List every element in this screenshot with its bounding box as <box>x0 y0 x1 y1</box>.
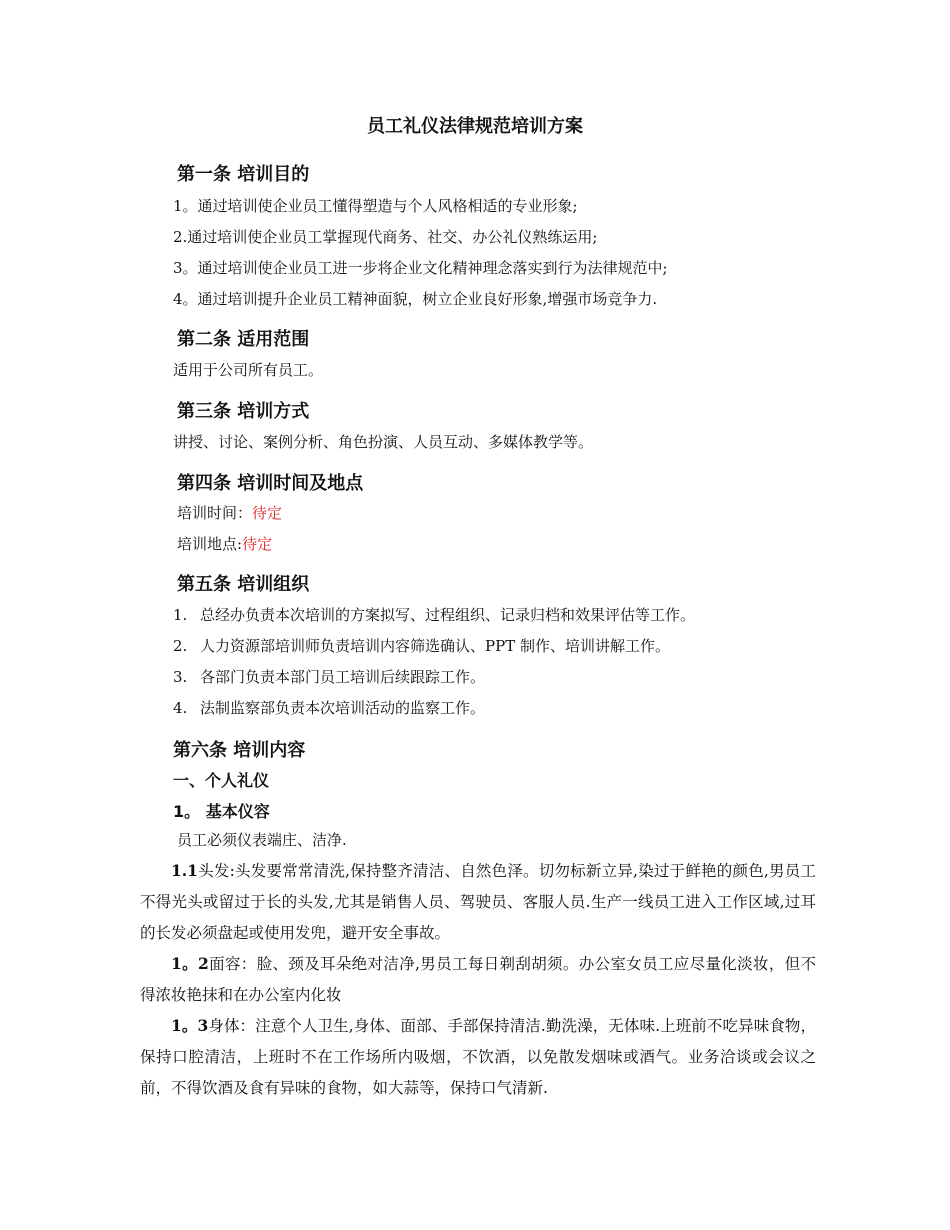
document-title: 员工礼仪法律规范培训方案 <box>367 116 583 137</box>
training-place-label: 培训地点: <box>177 535 243 553</box>
section-6-subsubheading: 1。 基本仪容 <box>173 802 270 821</box>
paragraph-body <box>140 1010 816 1104</box>
paragraph-text: 面容：脸、颈及耳朵绝对洁净,男员工每日剃刮胡须。办公室女员工应尽量化淡妆，但不得浓妆艳抹和在办公室内化妆 <box>140 955 816 1004</box>
paragraph-text: 头发:头发要常常清洗,保持整齐清洁、自然色泽。切勿标新立异,染过于鲜艳的颜色,男员工不得光头或留过于长的头发,尤其是销售人员、驾驶员、客服人员.生产一线员工进入工作区域,过耳的长发必须盘起或使用发兜，避开安全事故。 <box>140 862 816 942</box>
section-2-heading: 第二条 适用范围 <box>177 329 310 350</box>
paragraph-text: 身体：注意个人卫生,身体、面部、手部保持清洁.勤洗澡，无体味.上班前不吃异味食物，保持口腔清洁，上班时不在工作场所内吸烟，不饮酒，以免散发烟味或酒气。业务洽谈或会议之前，不得饮酒及食有异味的食物，如大蒜等，保持口气清新. <box>140 1017 816 1097</box>
section-6-heading: 第六条 培训内容 <box>173 740 306 761</box>
training-place-value: 待定 <box>242 535 273 553</box>
section-6-subheading: 一、个人礼仪 <box>173 771 270 790</box>
item-text: 人力资源部培训师负责培训内容筛选确认、PPT 制作、培训讲解工作。 <box>200 637 670 655</box>
section-3-heading: 第三条 培训方式 <box>177 401 310 422</box>
section-3-text: 讲授、讨论、案例分析、角色扮演、人员互动、多媒体教学等。 <box>173 433 594 451</box>
paragraph-number: 1。2 <box>171 954 209 973</box>
item-number: 1. <box>173 606 188 624</box>
section-6-intro: 员工必须仪表端庄、洁净. <box>177 831 347 849</box>
item-text: 各部门负责本部门员工培训后续跟踪工作。 <box>200 668 486 686</box>
section-1-heading: 第一条 培训目的 <box>177 164 310 185</box>
section-5-item <box>173 666 485 687</box>
section-5-item <box>173 635 670 656</box>
section-1-item: 3。通过培训使企业员工进一步将企业文化精神理念落实到行为法律规范中; <box>173 259 668 277</box>
item-text: 总经办负责本次培训的方案拟写、过程组织、记录归档和效果评估等工作。 <box>200 606 696 624</box>
section-1-item: 2.通过培训使企业员工掌握现代商务、社交、办公礼仪熟练运用; <box>173 228 598 246</box>
section-5-heading: 第五条 培训组织 <box>177 574 310 595</box>
section-5-item <box>173 604 695 625</box>
training-time-label: 培训时间： <box>177 504 253 522</box>
section-2-text: 适用于公司所有员工。 <box>173 361 324 379</box>
section-1-item: 1。通过培训使企业员工懂得塑造与个人风格相适的专业形象; <box>173 197 578 215</box>
item-text: 法制监察部负责本次培训活动的监察工作。 <box>200 699 486 717</box>
paragraph-number: 1.1 <box>171 861 198 880</box>
item-number: 4. <box>173 699 188 717</box>
paragraph-hair <box>140 855 816 949</box>
training-time-line <box>177 502 282 523</box>
training-place-line <box>177 533 272 554</box>
section-1-item: 4。通过培训提升企业员工精神面貌，树立企业良好形象,增强市场竞争力. <box>173 290 658 308</box>
item-number: 3. <box>173 668 188 686</box>
training-time-value: 待定 <box>252 504 283 522</box>
item-number: 2. <box>173 637 188 655</box>
section-5-item <box>173 697 485 718</box>
paragraph-number: 1。3 <box>171 1016 209 1035</box>
paragraph-face <box>140 948 816 1011</box>
section-4-heading: 第四条 培训时间及地点 <box>177 473 364 494</box>
